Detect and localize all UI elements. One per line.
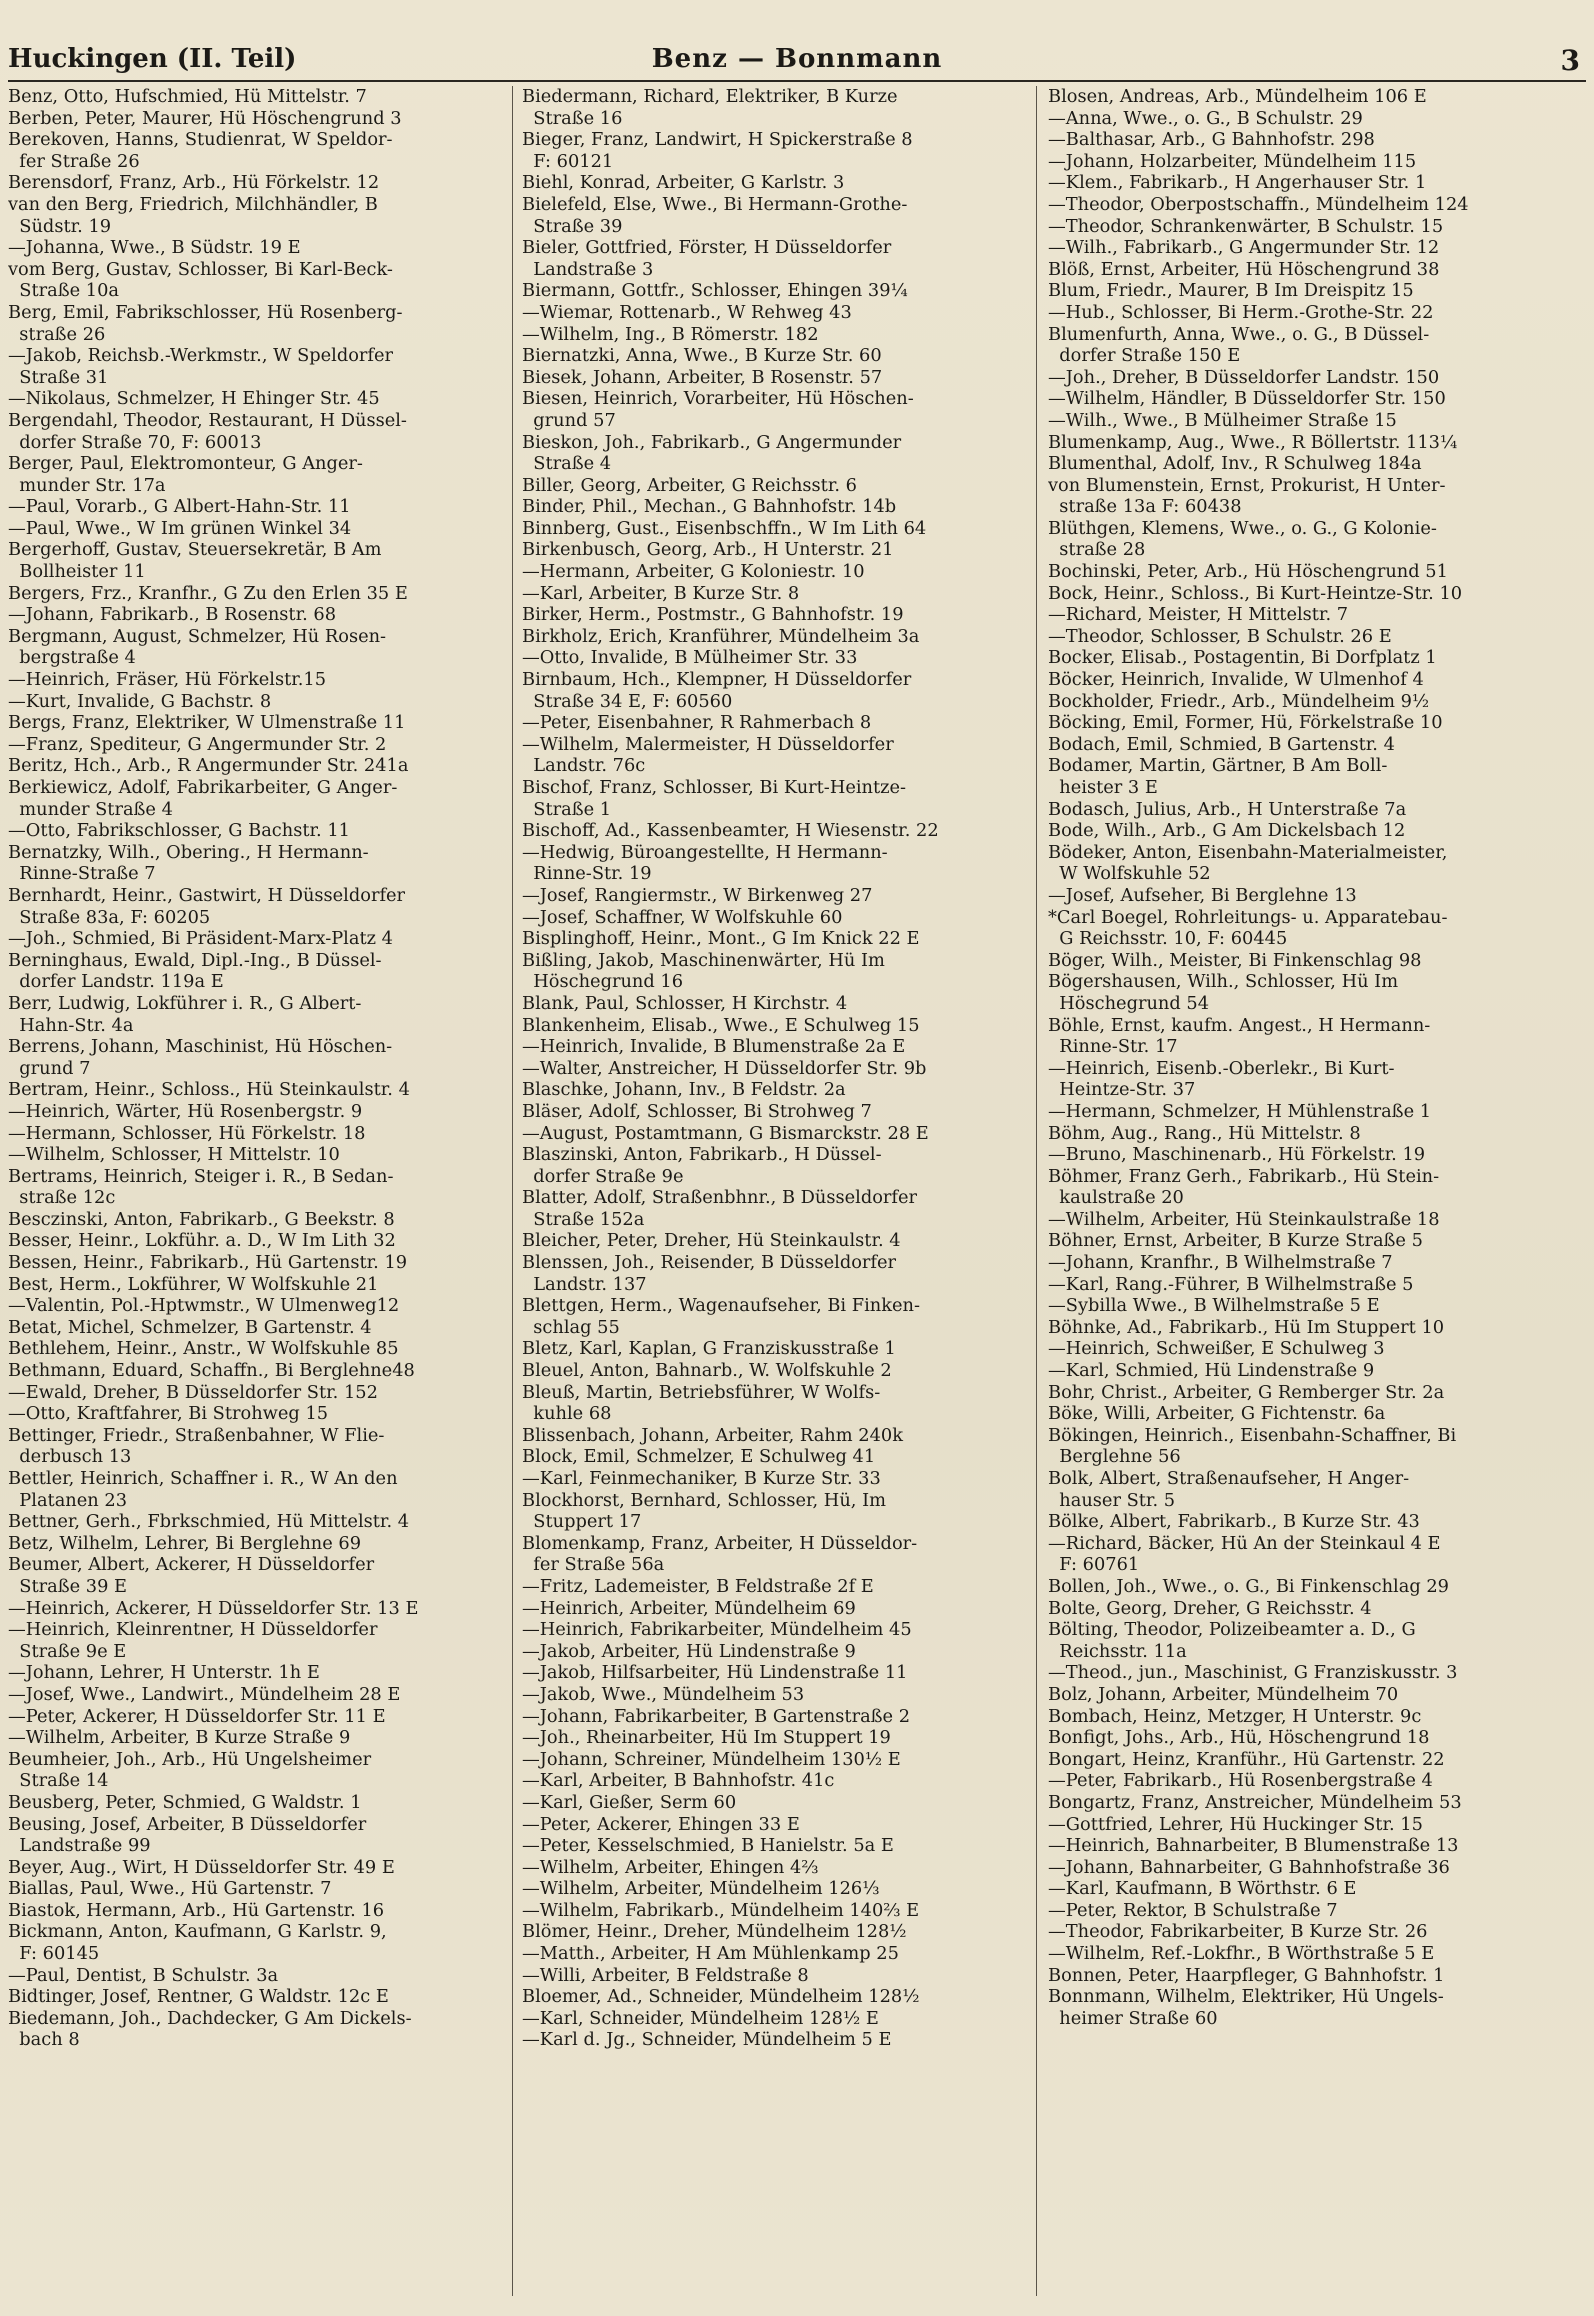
directory-entry-line: —Jakob, Wwe., Mündelheim 53 <box>522 1683 805 1705</box>
directory-entry-line: Bieger, Franz, Landwirt, H Spickerstraße 8 <box>522 129 913 151</box>
directory-entry-line: —Wiemar, Rottenarb., W Rehweg 43 <box>522 301 852 323</box>
directory-entry-line: G Reichsstr. 10, F: 60445 <box>1048 928 1288 950</box>
directory-entry-line: Blöß, Ernst, Arbeiter, Hü Höschengrund 38 <box>1048 258 1440 280</box>
directory-entry-line: —Wilhelm, Arbeiter, B Kurze Straße 9 <box>8 1727 351 1749</box>
directory-entry-line: Biernatzki, Anna, Wwe., B Kurze Str. 60 <box>522 345 882 367</box>
directory-entry-line: dorfer Straße 70, F: 60013 <box>8 431 262 453</box>
directory-entry-line: bach 8 <box>8 2029 80 2051</box>
directory-entry-line: Platanen 23 <box>8 1489 128 1511</box>
directory-entry-line: Berglehne 56 <box>1048 1446 1181 1468</box>
directory-entry-line: —Hermann, Schmelzer, H Mühlenstraße 1 <box>1048 1100 1432 1122</box>
directory-entry-line: Berg, Emil, Fabrikschlosser, Hü Rosenberg- <box>8 301 403 323</box>
directory-entry-line: Biehl, Konrad, Arbeiter, G Karlstr. 3 <box>522 172 845 194</box>
directory-entry-line: Bödeker, Anton, Eisenbahn-Materialmeister, <box>1048 841 1448 863</box>
directory-entry-line: —Heinrich, Bahnarbeiter, B Blumenstraße 13 <box>1048 1835 1459 1857</box>
directory-entry-line: Beumheier, Joh., Arb., Hü Ungelsheimer <box>8 1748 372 1770</box>
directory-entry-line: Straße 39 E <box>8 1575 128 1597</box>
directory-entry-line: grund 57 <box>522 409 616 431</box>
directory-entry-line: —Peter, Kesselschmied, B Hanielstr. 5a E <box>522 1835 894 1857</box>
directory-entry-line: Biastok, Hermann, Arb., Hü Gartenstr. 16 <box>8 1899 385 1921</box>
directory-entry-line: Berninghaus, Ewald, Dipl.-Ing., B Düssel- <box>8 949 382 971</box>
directory-entry-line: grund 7 <box>8 1057 91 1079</box>
directory-entry-line: —Wilhelm, Arbeiter, Hü Steinkaulstraße 18 <box>1048 1208 1440 1230</box>
directory-entry-line: Bögershausen, Wilh., Schlosser, Hü Im <box>1048 971 1399 993</box>
directory-entry-line: Bethmann, Eduard, Schaffn., Bi Berglehne48 <box>8 1360 415 1382</box>
directory-entry-line: Böhmer, Franz Gerh., Fabrikarb., Hü Stein- <box>1048 1165 1440 1187</box>
directory-entry-line: Bergendahl, Theodor, Restaurant, H Düssel- <box>8 409 407 431</box>
directory-entry-line: —August, Postamtmann, G Bismarckstr. 28 E <box>522 1122 929 1144</box>
directory-entry-line: Bessen, Heinr., Fabrikarb., Hü Gartenstr. 19 <box>8 1252 408 1274</box>
directory-entry-line: Straße 39 <box>522 215 623 237</box>
directory-entry-line: dorfer Straße 9e <box>522 1165 684 1187</box>
directory-entry-line: Birkholz, Erich, Kranführer, Mündelheim 3a <box>522 625 920 647</box>
directory-entry-line: vom Berg, Gustav, Schlosser, Bi Karl-Beck- <box>8 258 393 280</box>
directory-entry-line: —Otto, Kraftfahrer, Bi Strohweg 15 <box>8 1403 329 1425</box>
directory-entry-line: —Theodor, Oberpostschaffn., Mündelheim 124 <box>1048 193 1469 215</box>
page-number: 3 <box>1560 44 1580 77</box>
directory-entry-line: F: 60761 <box>1048 1554 1140 1576</box>
directory-entry-line: Böhner, Ernst, Arbeiter, B Kurze Straße 5 <box>1048 1230 1423 1252</box>
directory-entry-line: —Jakob, Reichsb.-Werkmstr., W Speldorfer <box>8 345 394 367</box>
directory-entry-line: —Hermann, Arbeiter, G Koloniestr. 10 <box>522 561 865 583</box>
directory-entry-line: Bonfigt, Johs., Arb., Hü, Höschengrund 18 <box>1048 1727 1430 1749</box>
directory-entry-line: Bettner, Gerh., Fbrkschmied, Hü Mittelstr. 4 <box>8 1511 410 1533</box>
directory-entry-line: —Johanna, Wwe., B Südstr. 19 E <box>8 237 301 259</box>
directory-entry-line: Bieskon, Joh., Fabrikarb., G Angermunder <box>522 431 902 453</box>
directory-entry-line: Südstr. 19 <box>8 215 112 237</box>
directory-entry-line: straße 12c <box>8 1187 116 1209</box>
directory-entry-line: Bonnen, Peter, Haarpfleger, G Bahnhofstr. 1 <box>1048 1964 1445 1986</box>
directory-entry-line: —Heinrich, Eisenb.-Oberlekr., Bi Kurt- <box>1048 1057 1395 1079</box>
directory-entry-line: Biermann, Gottfr., Schlosser, Ehingen 39¼ <box>522 280 908 302</box>
directory-entry-line: hauser Str. 5 <box>1048 1489 1176 1511</box>
directory-entry-line: Bökingen, Heinrich., Eisenbahn-Schaffner, Bi <box>1048 1424 1457 1446</box>
directory-entry-line: Bernatzky, Wilh., Obering., H Hermann- <box>8 841 369 863</box>
directory-entry-line: Bertram, Heinr., Schloss., Hü Steinkaulstr. 4 <box>8 1079 410 1101</box>
directory-entry-line: Böhle, Ernst, kaufm. Angest., H Hermann- <box>1048 1014 1431 1036</box>
directory-entry-line: —Josef, Wwe., Landwirt., Mündelheim 28 E <box>8 1683 401 1705</box>
directory-entry-line: Bernhardt, Heinr., Gastwirt, H Düsseldorfer <box>8 884 406 906</box>
directory-entry-line: Bischof, Franz, Schlosser, Bi Kurt-Heintze- <box>522 777 907 798</box>
directory-entry-line: Rinne-Str. 17 <box>1048 1036 1178 1058</box>
directory-entry-line: Bode, Wilh., Arb., G Am Dickelsbach 12 <box>1048 820 1406 842</box>
directory-entry-line: Böhm, Aug., Rang., Hü Mittelstr. 8 <box>1048 1122 1361 1144</box>
column-2 <box>522 86 1035 2301</box>
directory-entry-line: Blankenheim, Elisab., Wwe., E Schulweg 15 <box>522 1014 920 1036</box>
directory-entry-line: von Blumenstein, Ernst, Prokurist, H Unter- <box>1048 474 1446 496</box>
directory-entry-line: Blaschke, Johann, Inv., B Feldstr. 2a <box>522 1079 846 1101</box>
directory-entry-line: —Willi, Arbeiter, B Feldstraße 8 <box>522 1964 809 1986</box>
directory-entry-line: —Wilh., Fabrikarb., G Angermunder Str. 12 <box>1048 237 1440 259</box>
directory-entry-line: Straße 9e E <box>8 1640 127 1662</box>
directory-entry-line: Landstraße 99 <box>8 1835 151 1857</box>
directory-entry-line: —Wilhelm, Fabrikarb., Mündelheim 140⅔ E <box>522 1899 920 1921</box>
directory-entry-line: —Josef, Schaffner, W Wolfskuhle 60 <box>522 906 843 928</box>
directory-entry-line: Bongartz, Franz, Anstreicher, Mündelheim 53 <box>1048 1791 1462 1813</box>
directory-entry-line: Biedermann, Richard, Elektriker, B Kurze <box>522 86 898 107</box>
directory-entry-line: —Walter, Anstreicher, H Düsseldorfer Str. 9b <box>522 1057 927 1079</box>
directory-entry-line: straße 13a F: 60438 <box>1048 496 1242 518</box>
directory-entry-line: heimer Straße 60 <box>1048 2007 1218 2029</box>
directory-entry-line: Bodasch, Julius, Arb., H Unterstraße 7a <box>1048 798 1407 820</box>
directory-entry-line: Berger, Paul, Elektromonteur, G Anger- <box>8 453 363 475</box>
directory-entry-line: Bletz, Karl, Kaplan, G Franziskusstraße 1 <box>522 1338 896 1360</box>
directory-entry-line: Bleicher, Peter, Dreher, Hü Steinkaulstr. 4 <box>522 1230 901 1252</box>
directory-entry-line: —Kurt, Invalide, G Bachstr. 8 <box>8 690 272 712</box>
directory-entry-line: —Johann, Fabrikarb., B Rosenstr. 68 <box>8 604 337 626</box>
page-header <box>8 40 1586 82</box>
directory-entry-line: Biesen, Heinrich, Vorarbeiter, Hü Höschen- <box>522 388 914 410</box>
directory-entry-line: Beyer, Aug., Wirt, H Düsseldorfer Str. 49 E <box>8 1856 395 1878</box>
directory-entry-line: Bettler, Heinrich, Schaffner i. R., W An den <box>8 1468 398 1489</box>
directory-entry-line: Bergers, Frz., Kranfhr., G Zu den Erlen 35 E <box>8 582 408 604</box>
directory-entry-line: munder Straße 4 <box>8 798 173 820</box>
directory-entry-line: derbusch 13 <box>8 1446 132 1468</box>
directory-entry-line: —Karl, Rang.-Führer, B Wilhelmstraße 5 <box>1048 1273 1414 1295</box>
directory-entry-line: Beusberg, Peter, Schmied, G Waldstr. 1 <box>8 1791 362 1813</box>
directory-entry-line: —Jakob, Arbeiter, Hü Lindenstraße 9 <box>522 1640 856 1662</box>
directory-entry-line: munder Str. 17a <box>8 474 166 496</box>
directory-entry-line: Straße 83a, F: 60205 <box>8 906 211 928</box>
directory-entry-line: Reichsstr. 11a <box>1048 1640 1187 1662</box>
directory-entry-line: —Karl, Schmied, Hü Lindenstraße 9 <box>1048 1360 1375 1382</box>
directory-entry-line: *Carl Boegel, Rohrleitungs- u. Apparatebau- <box>1048 906 1448 928</box>
directory-entry-line: —Peter, Rektor, B Schulstraße 7 <box>1048 1899 1338 1921</box>
directory-entry-line: Berkiewicz, Adolf, Fabrikarbeiter, G Anger- <box>8 777 398 798</box>
directory-entry-line: van den Berg, Friedrich, Milchhändler, B <box>8 193 378 215</box>
directory-entry-line: —Peter, Fabrikarb., Hü Rosenbergstraße 4 <box>1048 1770 1433 1792</box>
directory-entry-line: Straße 4 <box>522 453 612 475</box>
directory-entry-line: kuhle 68 <box>522 1403 612 1425</box>
directory-entry-line: Landstraße 3 <box>522 258 654 280</box>
directory-entry-line: —Theodor, Fabrikarbeiter, B Kurze Str. 26 <box>1048 1921 1428 1943</box>
directory-entry-line: Bloemer, Ad., Schneider, Mündelheim 128½ <box>522 1986 920 2008</box>
directory-entry-line: —Klem., Fabrikarb., H Angerhauser Str. 1 <box>1048 172 1427 194</box>
directory-entry-line: Heintze-Str. 37 <box>1048 1079 1196 1101</box>
directory-entry-line: —Josef, Rangiermstr., W Birkenweg 27 <box>522 884 873 906</box>
directory-entry-line: —Johann, Kranfhr., B Wilhelmstraße 7 <box>1048 1252 1393 1274</box>
directory-entry-line: Birker, Herm., Postmstr., G Bahnhofstr. 19 <box>522 604 904 626</box>
directory-entry-line: Blissenbach, Johann, Arbeiter, Rahm 240k <box>522 1424 903 1446</box>
directory-entry-line: —Karl d. Jg., Schneider, Mündelheim 5 E <box>522 2029 892 2051</box>
directory-entry-line: Bergs, Franz, Elektriker, W Ulmenstraße 11 <box>8 712 406 734</box>
directory-entry-line: Straße 34 E, F: 60560 <box>522 690 733 712</box>
directory-entry-line: —Karl, Arbeiter, B Kurze Str. 8 <box>522 582 800 604</box>
directory-entry-line: Bidtinger, Josef, Rentner, G Waldstr. 12c E <box>8 1986 389 2008</box>
directory-entry-line: —Johann, Fabrikarbeiter, B Gartenstraße 2 <box>522 1705 911 1727</box>
directory-entry-line: dorfer Straße 150 E <box>1048 345 1241 367</box>
directory-entry-line: —Hedwig, Büroangestellte, H Hermann- <box>522 841 888 863</box>
directory-entry-line: —Balthasar, Arb., G Bahnhofstr. 298 <box>1048 129 1375 151</box>
directory-entry-line: Bohr, Christ., Arbeiter, G Remberger Str. 2a <box>1048 1381 1445 1403</box>
column-3 <box>1048 86 1586 2301</box>
directory-entry-line: —Wilhelm, Ref.-Lokfhr., B Wörthstraße 5 E <box>1048 1943 1435 1965</box>
directory-entry-line: —Heinrich, Wärter, Hü Rosenbergstr. 9 <box>8 1100 363 1122</box>
directory-entry-line: Blenssen, Joh., Reisender, B Düsseldorfer <box>522 1252 897 1274</box>
directory-entry-line: —Wilhelm, Ing., B Römerstr. 182 <box>522 323 819 345</box>
directory-entry-line: Straße 16 <box>522 107 623 129</box>
directory-entry-line: heister 3 E <box>1048 777 1158 798</box>
directory-entry-line: Benz, Otto, Hufschmied, Hü Mittelstr. 7 <box>8 86 367 107</box>
directory-entry-line: —Wilhelm, Händler, B Düsseldorfer Str. 150 <box>1048 388 1446 410</box>
directory-entry-line: Birkenbusch, Georg, Arb., H Unterstr. 21 <box>522 539 894 561</box>
directory-entry-line: Bleuß, Martin, Betriebsführer, W Wolfs- <box>522 1381 881 1403</box>
directory-entry-line: —Heinrich, Fräser, Hü Förkelstr.15 <box>8 669 327 691</box>
directory-entry-line: —Matth., Arbeiter, H Am Mühlenkamp 25 <box>522 1943 899 1965</box>
directory-entry-line: F: 60145 <box>8 1943 100 1965</box>
directory-entry-line: —Karl, Arbeiter, B Bahnhofstr. 41c <box>522 1770 835 1792</box>
directory-entry-line: fer Straße 26 <box>8 150 140 172</box>
directory-entry-line: —Fritz, Lademeister, B Feldstraße 2f E <box>522 1575 874 1597</box>
directory-entry-line: Bolk, Albert, Straßenaufseher, H Anger- <box>1048 1468 1410 1489</box>
directory-entry-line: Höschegrund 54 <box>1048 992 1210 1014</box>
directory-entry-line: Blank, Paul, Schlosser, H Kirchstr. 4 <box>522 992 848 1014</box>
directory-entry-line: —Heinrich, Fabrikarbeiter, Mündelheim 45 <box>522 1619 912 1641</box>
directory-entry-line: Birnbaum, Hch., Klempner, H Düsseldorfer <box>522 669 912 691</box>
directory-entry-line: —Johann, Schreiner, Mündelheim 130½ E <box>522 1748 901 1770</box>
directory-entry-line: —Johann, Holzarbeiter, Mündelheim 115 <box>1048 150 1417 172</box>
directory-entry-line: Straße 152a <box>522 1208 645 1230</box>
directory-entry-line: —Valentin, Pol.-Hptwmstr., W Ulmenweg12 <box>8 1295 400 1317</box>
directory-entry-line: Bongart, Heinz, Kranführ., Hü Gartenstr. 22 <box>1048 1748 1445 1770</box>
directory-entry-line: Straße 1 <box>522 798 612 820</box>
directory-entry-line: —Josef, Aufseher, Bi Berglehne 13 <box>1048 884 1357 906</box>
directory-entry-line: dorfer Landstr. 119a E <box>8 971 224 993</box>
directory-entry-line: —Joh., Rheinarbeiter, Hü Im Stuppert 19 <box>522 1727 891 1749</box>
directory-entry-line: —Otto, Fabrikschlosser, G Bachstr. 11 <box>8 820 350 842</box>
directory-entry-line: Böke, Willi, Arbeiter, G Fichtenstr. 6a <box>1048 1403 1386 1425</box>
directory-entry-line: Bollen, Joh., Wwe., o. G., Bi Finkenschlag 29 <box>1048 1575 1449 1597</box>
directory-entry-line: —Gottfried, Lehrer, Hü Huckinger Str. 15 <box>1048 1813 1423 1835</box>
directory-entry-line: Biller, Georg, Arbeiter, G Reichsstr. 6 <box>522 474 857 496</box>
directory-entry-line: Blumenkamp, Aug., Wwe., R Böllertstr. 113¼ <box>1048 431 1458 453</box>
directory-entry-line: Rinne-Straße 7 <box>8 863 156 885</box>
directory-entry-line: —Paul, Wwe., W Im grünen Winkel 34 <box>8 517 352 539</box>
directory-entry-line: Bertrams, Heinrich, Steiger i. R., B Sedan- <box>8 1165 394 1187</box>
directory-entry-line: Bleuel, Anton, Bahnarb., W. Wolfskuhle 2 <box>522 1360 892 1382</box>
directory-entry-line: —Paul, Vorarb., G Albert-Hahn-Str. 11 <box>8 496 351 518</box>
directory-entry-line: Blatter, Adolf, Straßenbhnr., B Düsseldorfer <box>522 1187 918 1209</box>
directory-entry-line: Besser, Heinr., Lokführ. a. D., W Im Lith 32 <box>8 1230 396 1252</box>
directory-entry-line: Blömer, Heinr., Dreher, Mündelheim 128½ <box>522 1921 907 1943</box>
directory-entry-line: Berrens, Johann, Maschinist, Hü Höschen- <box>8 1036 393 1058</box>
directory-entry-line: Straße 31 <box>8 366 109 388</box>
directory-entry-line: Bettinger, Friedr., Straßenbahner, W Flie- <box>8 1424 385 1446</box>
directory-entry-line: Bolz, Johann, Arbeiter, Mündelheim 70 <box>1048 1683 1399 1705</box>
directory-entry-line: —Wilh., Wwe., B Mülheimer Straße 15 <box>1048 409 1397 431</box>
directory-entry-line: Bocker, Elisab., Postagentin, Bi Dorfplatz 1 <box>1048 647 1437 669</box>
directory-entry-line: —Karl, Kaufmann, B Wörthstr. 6 E <box>1048 1878 1357 1900</box>
directory-entry-line: Blomenkamp, Franz, Arbeiter, H Düsseldor- <box>522 1532 918 1554</box>
directory-entry-line: Beritz, Hch., Arb., R Angermunder Str. 241a <box>8 755 409 777</box>
directory-entry-line: Landstr. 137 <box>522 1273 647 1295</box>
directory-entry-line: —Peter, Ackerer, H Düsseldorfer Str. 11 E <box>8 1705 386 1727</box>
directory-entry-line: Bodach, Emil, Schmied, B Gartenstr. 4 <box>1048 733 1395 755</box>
directory-entry-line: Blum, Friedr., Maurer, B Im Dreispitz 15 <box>1048 280 1414 302</box>
directory-entry-line: —Richard, Meister, H Mittelstr. 7 <box>1048 604 1349 626</box>
directory-entry-line: Rinne-Str. 19 <box>522 863 652 885</box>
directory-entry-line: W Wolfskuhle 52 <box>1048 863 1211 885</box>
directory-entry-line: Berben, Peter, Maurer, Hü Höschengrund 3 <box>8 107 402 129</box>
directory-entry-line: —Heinrich, Schweißer, E Schulweg 3 <box>1048 1338 1385 1360</box>
directory-entry-line: —Karl, Feinmechaniker, B Kurze Str. 33 <box>522 1468 881 1489</box>
directory-entry-line: —Peter, Ackerer, Ehingen 33 E <box>522 1813 800 1835</box>
directory-entry-line: —Bruno, Maschinenarb., Hü Förkelstr. 19 <box>1048 1144 1426 1166</box>
directory-entry-line: Bickmann, Anton, Kaufmann, G Karlstr. 9, <box>8 1921 387 1943</box>
directory-entry-line: —Johann, Bahnarbeiter, G Bahnhofstraße 36 <box>1048 1856 1450 1878</box>
directory-entry-line: —Hub., Schlosser, Bi Herm.-Grothe-Str. 22 <box>1048 301 1434 323</box>
directory-entry-line: Bollheister 11 <box>8 561 146 583</box>
directory-entry-line: Straße 10a <box>8 280 120 302</box>
directory-entry-line: Hahn-Str. 4a <box>8 1014 134 1036</box>
directory-entry-line: Bonnmann, Wilhelm, Elektriker, Hü Ungels- <box>1048 1986 1444 2008</box>
directory-entry-line: Betz, Wilhelm, Lehrer, Bi Berglehne 69 <box>8 1532 362 1554</box>
directory-entry-line: —Sybilla Wwe., B Wilhelmstraße 5 E <box>1048 1295 1380 1317</box>
directory-entry-line: Beusing, Josef, Arbeiter, B Düsseldorfer <box>8 1813 367 1835</box>
directory-entry-line: —Peter, Eisenbahner, R Rahmerbach 8 <box>522 712 872 734</box>
directory-entry-line: Bolte, Georg, Dreher, G Reichsstr. 4 <box>1048 1597 1372 1619</box>
directory-entry-line: —Wilhelm, Schlosser, H Mittelstr. 10 <box>8 1144 340 1166</box>
directory-entry-line: —Richard, Bäcker, Hü An der Steinkaul 4 E <box>1048 1532 1441 1554</box>
directory-entry-line: —Wilhelm, Arbeiter, Mündelheim 126⅓ <box>522 1878 880 1900</box>
directory-entry-line: —Otto, Invalide, B Mülheimer Str. 33 <box>522 647 858 669</box>
directory-entry-line: Bieler, Gottfried, Förster, H Düsseldorfer <box>522 237 892 259</box>
directory-entry-line: Best, Herm., Lokführer, W Wolfskuhle 21 <box>8 1273 379 1295</box>
directory-entry-line: —Karl, Gießer, Serm 60 <box>522 1791 737 1813</box>
directory-entry-line: fer Straße 56a <box>522 1554 665 1576</box>
directory-entry-line: straße 28 <box>1048 539 1146 561</box>
directory-entry-line: Bergmann, August, Schmelzer, Hü Rosen- <box>8 625 387 647</box>
directory-entry-line: Bisplinghoff, Heinr., Mont., G Im Knick 22 E <box>522 928 920 950</box>
directory-entry-line: Biedemann, Joh., Dachdecker, G Am Dickels- <box>8 2007 412 2029</box>
directory-entry-line: Berensdorf, Franz, Arb., Hü Förkelstr. 12 <box>8 172 380 194</box>
directory-entry-line: Bombach, Heinz, Metzger, H Unterstr. 9c <box>1048 1705 1422 1727</box>
directory-entry-line: —Heinrich, Ackerer, H Düsseldorfer Str. 13 E <box>8 1597 419 1619</box>
directory-entry-line: Bochinski, Peter, Arb., Hü Höschengrund 51 <box>1048 561 1448 583</box>
directory-entry-line: Böhnke, Ad., Fabrikarb., Hü Im Stuppert 10 <box>1048 1316 1445 1338</box>
directory-entry-line: kaulstraße 20 <box>1048 1187 1184 1209</box>
directory-entry-line: Besczinski, Anton, Fabrikarb., G Beekstr. 8 <box>8 1208 395 1230</box>
directory-entry-line: Binnberg, Gust., Eisenbschffn., W Im Lith 64 <box>522 517 927 539</box>
directory-entry-line: Blumenthal, Adolf, Inv., R Schulweg 184a <box>1048 453 1422 475</box>
directory-entry-line: Bißling, Jakob, Maschinenwärter, Hü Im <box>522 949 885 971</box>
directory-entry-line: Blettgen, Herm., Wagenaufseher, Bi Finken- <box>522 1295 921 1317</box>
directory-entry-line: Biesek, Johann, Arbeiter, B Rosenstr. 57 <box>522 366 883 388</box>
directory-entry-line: schlag 55 <box>522 1316 620 1338</box>
directory-entry-line: Biallas, Paul, Wwe., Hü Gartenstr. 7 <box>8 1878 332 1900</box>
directory-entry-line: Blumenfurth, Anna, Wwe., o. G., B Düssel- <box>1048 323 1430 345</box>
directory-entry-line: —Heinrich, Invalide, B Blumenstraße 2a E <box>522 1036 906 1058</box>
directory-entry-line: —Johann, Lehrer, H Unterstr. 1h E <box>8 1662 320 1684</box>
directory-entry-line: Bergerhoff, Gustav, Steuersekretär, B Am <box>8 539 382 561</box>
directory-entry-line: —Joh., Schmied, Bi Präsident-Marx-Platz 4 <box>8 928 393 950</box>
directory-entry-line: —Nikolaus, Schmelzer, H Ehinger Str. 45 <box>8 388 380 410</box>
directory-entry-line: —Theod., jun., Maschinist, G Franziskusstr. 3 <box>1048 1662 1458 1684</box>
directory-entry-line: Bielefeld, Else, Wwe., Bi Hermann-Grothe- <box>522 193 908 215</box>
directory-entry-line: Blosen, Andreas, Arb., Mündelheim 106 E <box>1048 86 1427 107</box>
directory-entry-line: —Karl, Schneider, Mündelheim 128½ E <box>522 2007 879 2029</box>
directory-entry-line: Höschegrund 16 <box>522 971 684 993</box>
directory-entry-line: straße 26 <box>8 323 106 345</box>
directory-entry-line: Bodamer, Martin, Gärtner, B Am Boll- <box>1048 755 1388 777</box>
directory-entry-line: —Wilhelm, Malermeister, H Düsseldorfer <box>522 733 894 755</box>
directory-entry-line: Beumer, Albert, Ackerer, H Düsseldorfer <box>8 1554 375 1576</box>
directory-entry-line: Blaszinski, Anton, Fabrikarb., H Düssel- <box>522 1144 882 1166</box>
directory-entry-line: Bischoff, Ad., Kassenbeamter, H Wiesenstr. 22 <box>522 820 939 842</box>
directory-entry-line: —Theodor, Schrankenwärter, B Schulstr. 15 <box>1048 215 1444 237</box>
directory-entry-line: —Jakob, Hilfsarbeiter, Hü Lindenstraße 11 <box>522 1662 908 1684</box>
directory-entry-line: —Paul, Dentist, B Schulstr. 3a <box>8 1964 279 1986</box>
directory-entry-line: Bockholder, Friedr., Arb., Mündelheim 9½ <box>1048 690 1430 712</box>
directory-entry-line: —Anna, Wwe., o. G., B Schulstr. 29 <box>1048 107 1363 129</box>
header-district: Huckingen (II. Teil) <box>8 44 297 74</box>
directory-entry-line: Böcking, Emil, Former, Hü, Förkelstraße 10 <box>1048 712 1443 734</box>
directory-entry-line: Berekoven, Hanns, Studienrat, W Speldor- <box>8 129 393 151</box>
directory-entry-line: Betat, Michel, Schmelzer, B Gartenstr. 4 <box>8 1316 372 1338</box>
directory-entry-line: Bock, Heinr., Schloss., Bi Kurt-Heintze-Str. 10 <box>1048 582 1463 604</box>
directory-entry-line: Landstr. 76c <box>522 755 646 777</box>
directory-entry-line: Bläser, Adolf, Schlosser, Bi Strohweg 7 <box>522 1100 872 1122</box>
directory-entry-line: —Heinrich, Kleinrentner, H Düsseldorfer <box>8 1619 378 1641</box>
column-1 <box>8 86 508 2301</box>
directory-columns <box>8 86 1586 2301</box>
directory-entry-line: Bölting, Theodor, Polizeibeamter a. D., G <box>1048 1619 1416 1641</box>
directory-entry-line: Straße 14 <box>8 1770 109 1792</box>
directory-entry-line: —Hermann, Schlosser, Hü Förkelstr. 18 <box>8 1122 366 1144</box>
directory-entry-line: Binder, Phil., Mechan., G Bahnhofstr. 14b <box>522 496 897 518</box>
directory-entry-line: Böger, Wilh., Meister, Bi Finkenschlag 98 <box>1048 949 1422 971</box>
directory-entry-line: —Wilhelm, Arbeiter, Ehingen 4⅔ <box>522 1856 819 1878</box>
directory-entry-line: —Heinrich, Arbeiter, Mündelheim 69 <box>522 1597 856 1619</box>
directory-entry-line: Bölke, Albert, Fabrikarb., B Kurze Str. 43 <box>1048 1511 1420 1533</box>
directory-entry-line: bergstraße 4 <box>8 647 136 669</box>
directory-entry-line: —Franz, Spediteur, G Angermunder Str. 2 <box>8 733 387 755</box>
directory-entry-line: Block, Emil, Schmelzer, E Schulweg 41 <box>522 1446 876 1468</box>
header-name-range: Benz — Bonnmann <box>651 44 943 74</box>
directory-entry-line: Berr, Ludwig, Lokführer i. R., G Albert- <box>8 992 362 1014</box>
directory-entry-line: —Ewald, Dreher, B Düsseldorfer Str. 152 <box>8 1381 378 1403</box>
directory-entry-line: F: 60121 <box>522 150 614 172</box>
directory-entry-line: Blüthgen, Klemens, Wwe., o. G., G Kolonie- <box>1048 517 1437 539</box>
directory-entry-line: Bethlehem, Heinr., Anstr., W Wolfskuhle 85 <box>8 1338 399 1360</box>
directory-entry-line: Blockhorst, Bernhard, Schlosser, Hü, Im <box>522 1489 886 1511</box>
directory-entry-line: Stuppert 17 <box>522 1511 642 1533</box>
directory-entry-line: —Joh., Dreher, B Düsseldorfer Landstr. 150 <box>1048 366 1440 388</box>
directory-entry-line: Böcker, Heinrich, Invalide, W Ulmenhof 4 <box>1048 669 1424 691</box>
directory-entry-line: —Theodor, Schlosser, B Schulstr. 26 E <box>1048 625 1392 647</box>
